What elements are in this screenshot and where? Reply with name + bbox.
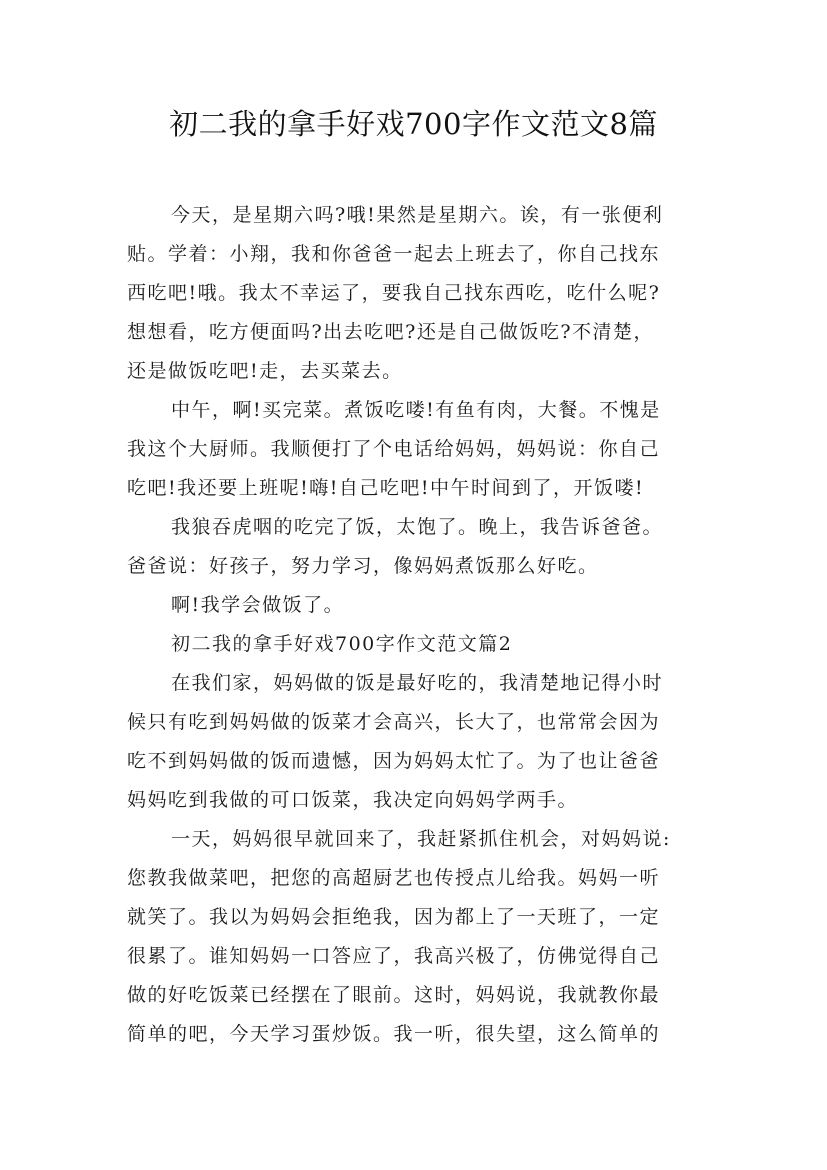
text-line: 一天，妈妈很早就回来了，我赶紧抓住机会，对妈妈说:: [171, 828, 671, 850]
text-line: 贴。学着：小翔，我和你爸爸一起去上班去了，你自己找东: [127, 243, 661, 265]
text-line: 吃吧!我还要上班呢!嗨!自己吃吧!中午时间到了，开饭喽!: [127, 477, 645, 499]
text-line: 初二我的拿手好戏700字作文范文篇2: [171, 633, 513, 655]
text-line: 西吃吧!哦。我太不幸运了，要我自己找东西吃，吃什么呢?: [127, 282, 661, 304]
document-title: 初二我的拿手好戏700字作文范文8篇: [169, 107, 658, 141]
text-line: 候只有吃到妈妈做的饭菜才会高兴，长大了，也常常会因为: [127, 711, 661, 733]
text-line: 今天，是星期六吗?哦!果然是星期六。诶，有一张便利: [171, 204, 664, 226]
text-line: 妈妈吃到我做的可口饭菜，我决定向妈妈学两手。: [127, 789, 579, 811]
text-line: 中午，啊!买完菜。煮饭吃喽!有鱼有肉，大餐。不愧是: [171, 399, 661, 421]
text-line: 还是做饭吃吧!走，去买菜去。: [127, 360, 403, 382]
text-line: 爸爸说：好孩子，努力学习，像妈妈煮饭那么好吃。: [127, 555, 599, 577]
text-line: 在我们家，妈妈做的饭是最好吃的，我清楚地记得小时: [171, 672, 664, 694]
text-line: 您教我做菜吧，把您的高超厨艺也传授点儿给我。妈妈一听: [127, 867, 661, 889]
text-line: 就笑了。我以为妈妈会拒绝我，因为都上了一天班了，一定: [127, 906, 661, 928]
text-line: 啊!我学会做饭了。: [171, 594, 345, 616]
document-body: [127, 196, 707, 1054]
text-line: 很累了。谁知妈妈一口答应了，我高兴极了，仿佛觉得自己: [127, 945, 661, 967]
text-line: 吃不到妈妈做的饭而遗憾，因为妈妈太忙了。为了也让爸爸: [127, 750, 661, 772]
text-line: 我这个大厨师。我顺便打了个电话给妈妈，妈妈说：你自己: [127, 438, 661, 460]
text-line: 做的好吃饭菜已经摆在了眼前。这时，妈妈说，我就教你最: [127, 984, 661, 1006]
text-line: 我狼吞虎咽的吃完了饭，太饱了。晚上，我告诉爸爸。: [171, 516, 664, 538]
text-line: 简单的吧，今天学习蛋炒饭。我一听，很失望，这么简单的: [127, 1023, 661, 1045]
text-line: 想想看，吃方便面吗?出去吃吧?还是自己做饭吃?不清楚，: [127, 321, 655, 343]
